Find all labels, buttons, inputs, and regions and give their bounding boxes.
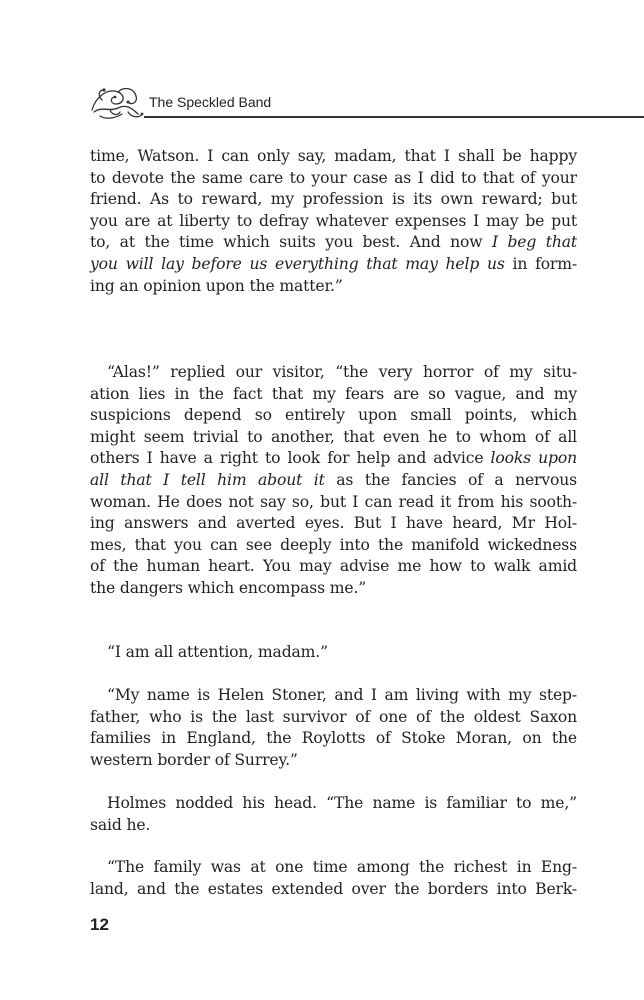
emphasis: all that I tell him about it bbox=[90, 470, 325, 489]
text-line: of the human heart. You may advise me how to walk amid bbox=[90, 557, 577, 576]
emphasis: looks upon bbox=[490, 449, 577, 468]
text-line: Holmes nodded his head. “The name is familiar to me,” bbox=[107, 794, 577, 812]
header-rule bbox=[144, 116, 644, 118]
text-line: you are at liberty to defray whatever expenses I may be put bbox=[90, 211, 577, 230]
running-title: The Speckled Band bbox=[149, 94, 272, 110]
text-line: mes, that you can see deeply into the manifold wickedness bbox=[90, 535, 577, 554]
paragraph bbox=[90, 642, 577, 664]
text-line: others I have a right to look for help and advice looks upon bbox=[90, 449, 577, 468]
text-line: ing an opinion upon the matter.” bbox=[90, 276, 343, 295]
text-line: “Alas!” replied our visitor, “the very horror of my situ- bbox=[107, 363, 577, 381]
text-line: to devote the same care to your case as I did to that of your bbox=[90, 168, 577, 187]
page-number: 12 bbox=[90, 915, 109, 934]
text-line: all that I tell him about it as the fancies of a nervous bbox=[90, 470, 577, 489]
text-line: you will lay before us everything that may help us in form- bbox=[90, 254, 577, 273]
text-line: father, who is the last survivor of one of the oldest Saxon bbox=[90, 707, 577, 726]
text-line: “The family was at one time among the richest in Eng- bbox=[107, 858, 577, 876]
running-header bbox=[88, 82, 644, 122]
text-line: said he. bbox=[90, 815, 151, 834]
emphasis: you will lay before us everything that may help us bbox=[90, 254, 505, 273]
text-line: suspicions depend so entirely upon small points, which bbox=[90, 406, 577, 425]
flourish-ornament-icon bbox=[88, 82, 144, 122]
text-line: ing answers and averted eyes. But I have heard, Mr Hol- bbox=[90, 514, 577, 533]
text-line: “My name is Helen Stoner, and I am living with my step- bbox=[107, 686, 577, 704]
text-line: ation lies in the fact that my fears are so vague, and my bbox=[90, 384, 577, 403]
text-line: might seem trivial to another, that even he to whom of all bbox=[90, 427, 577, 446]
text-line: friend. As to reward, my profession is its own reward; but bbox=[90, 190, 577, 209]
paragraph bbox=[90, 685, 577, 771]
text-line: “I am all attention, madam.” bbox=[107, 643, 328, 661]
text-line: woman. He does not say so, but I can read it from his sooth- bbox=[90, 492, 577, 511]
paragraph bbox=[90, 362, 577, 600]
paragraph bbox=[90, 793, 577, 836]
text-line: the dangers which encompass me.” bbox=[90, 578, 367, 597]
text-line: time, Watson. I can only say, madam, that I shall be happy bbox=[90, 147, 577, 165]
text-line: families in England, the Roylotts of Stoke Moran, on the bbox=[90, 729, 577, 748]
paragraph bbox=[90, 146, 577, 297]
text-line: to, at the time which suits you best. And now I beg that bbox=[90, 233, 577, 252]
text-line: land, and the estates extended over the borders into Berk- bbox=[90, 879, 577, 898]
emphasis: I beg that bbox=[491, 233, 577, 252]
text-line: western border of Surrey.” bbox=[90, 750, 298, 769]
paragraph bbox=[90, 857, 577, 900]
